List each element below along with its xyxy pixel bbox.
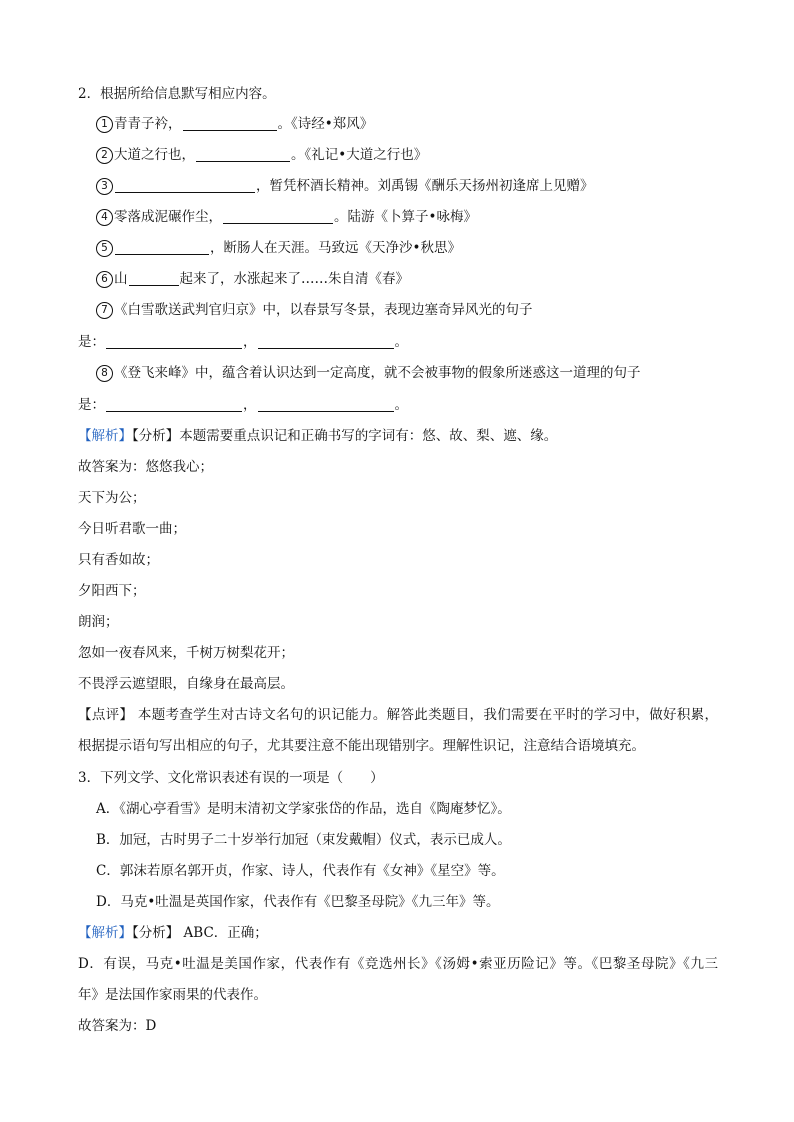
q3-explain-1: D．有误，马克•吐温是美国作家，代表作有《竞选州长》《汤姆•索亚历险记》等。《巴黎圣母院》《九三 [78,956,718,972]
q2-item-6 [96,269,409,289]
q2-analysis [78,426,557,446]
circled-number: 1 [96,116,113,133]
answer-blank[interactable] [115,240,209,255]
answer-blank[interactable] [258,334,394,349]
period: 。 [394,397,408,413]
circled-number: 7 [96,302,113,319]
answer-blank[interactable] [258,397,394,412]
q2-title: 2．根据所给信息默写相应内容。 [78,86,276,102]
circled-number: 5 [96,240,113,257]
analysis-text: 【分析】 ABC．正确； [132,925,268,941]
q2-item-8-answer [78,395,408,415]
q2-item-7-answer [78,332,408,352]
circled-number: 4 [96,209,113,226]
item-text: 《白雪歌送武判官归京》中，以春景写冬景，表现边塞奇异风光的句子 [114,302,533,318]
q3-title: 3．下列文学、文化常识表述有误的一项是（ ） [78,770,384,786]
answer-line: 忽如一夜春风来，千树万树梨花开； [78,645,294,661]
answer-line: 故答案为：悠悠我心； [78,459,213,475]
item-text: 山 [114,271,128,287]
answer-line: 只有香如故； [78,552,159,568]
q2-item-3 [96,176,594,196]
item-source: ，暂凭杯酒长精神。刘禹锡《酬乐天扬州初逢席上见赠》 [256,178,594,194]
item-source: ，断肠人在天涯。马致远《天净沙•秋思》 [210,240,461,256]
answer-blank[interactable] [183,116,277,131]
answer-line: 夕阳西下； [78,583,146,599]
item-text: 大道之行也， [114,147,195,163]
q2-comment-2: 根据提示语句写出相应的句子，尤其要注意不能出现错别字。理解性识记，注意结合语境填充。 [78,738,645,754]
analysis-tag: 【解析】 [78,925,132,941]
q3-analysis [78,923,268,943]
item-text: 青青子衿， [114,116,182,132]
shi-label: 是： [78,397,105,413]
q3-option-a: A．《湖心亭看雪》是明末清初文学家张岱的作品，选自《陶庵梦忆》。 [96,801,511,817]
q3-answer: 故答案为：D [78,1018,157,1034]
item-text: 《登飞来峰》中，蕴含着认识达到一定高度，就不会被事物的假象所迷惑这一道理的句子 [114,365,641,381]
answer-line: 不畏浮云遮望眼，自缘身在最高层。 [78,676,294,692]
answer-blank[interactable] [115,178,255,193]
q2-item-1 [96,114,373,134]
analysis-tag: 【解析】 [78,428,132,444]
q2-item-2 [96,145,427,165]
q2-item-8 [96,363,641,383]
q3-option-d: D．马克•吐温是英国作家，代表作有《巴黎圣母院》《九三年》等。 [96,894,500,910]
q2-comment-1: 【点评】 本题考查学生对古诗文名句的识记能力。解答此类题目，我们需要在平时的学习中，做好积累， [78,707,718,723]
q2-item-4 [96,207,477,227]
circled-number: 2 [96,147,113,164]
q3-option-b: B．加冠，古时男子二十岁举行加冠（束发戴帽）仪式，表示已成人。 [96,832,511,848]
answer-blank[interactable] [106,397,242,412]
q3-option-c: C．郭沫若原名郭开贞，作家、诗人，代表作有《女神》《星空》等。 [96,863,505,879]
item-source: 起来了，水涨起来了……朱自清《春》 [179,271,409,287]
period: 。 [394,334,408,350]
answer-line: 朗润； [78,614,119,630]
q3-explain-2: 年》是法国作家雨果的代表作。 [78,987,267,1003]
answer-blank[interactable] [223,209,333,224]
answer-blank[interactable] [196,147,290,162]
item-source: 。陆游《卜算子•咏梅》 [334,209,477,225]
answer-line: 天下为公； [78,490,146,506]
answer-line: 今日听君歌一曲； [78,521,186,537]
circled-number: 3 [96,178,113,195]
circled-number: 6 [96,271,113,288]
comma: ， [243,397,257,413]
comma: ， [243,334,257,350]
q2-item-5 [96,238,461,258]
shi-label: 是： [78,334,105,350]
item-text: 零落成泥碾作尘， [114,209,222,225]
answer-blank[interactable] [106,334,242,349]
answer-blank[interactable] [129,271,179,286]
item-source: 。《诗经•郑风》 [277,116,374,132]
analysis-text: 【分析】本题需要重点识记和正确书写的字词有：悠、故、梨、遮、缘。 [132,428,558,444]
q2-item-7 [96,300,533,320]
circled-number: 8 [96,365,113,382]
item-source: 。《礼记•大道之行也》 [291,147,428,163]
